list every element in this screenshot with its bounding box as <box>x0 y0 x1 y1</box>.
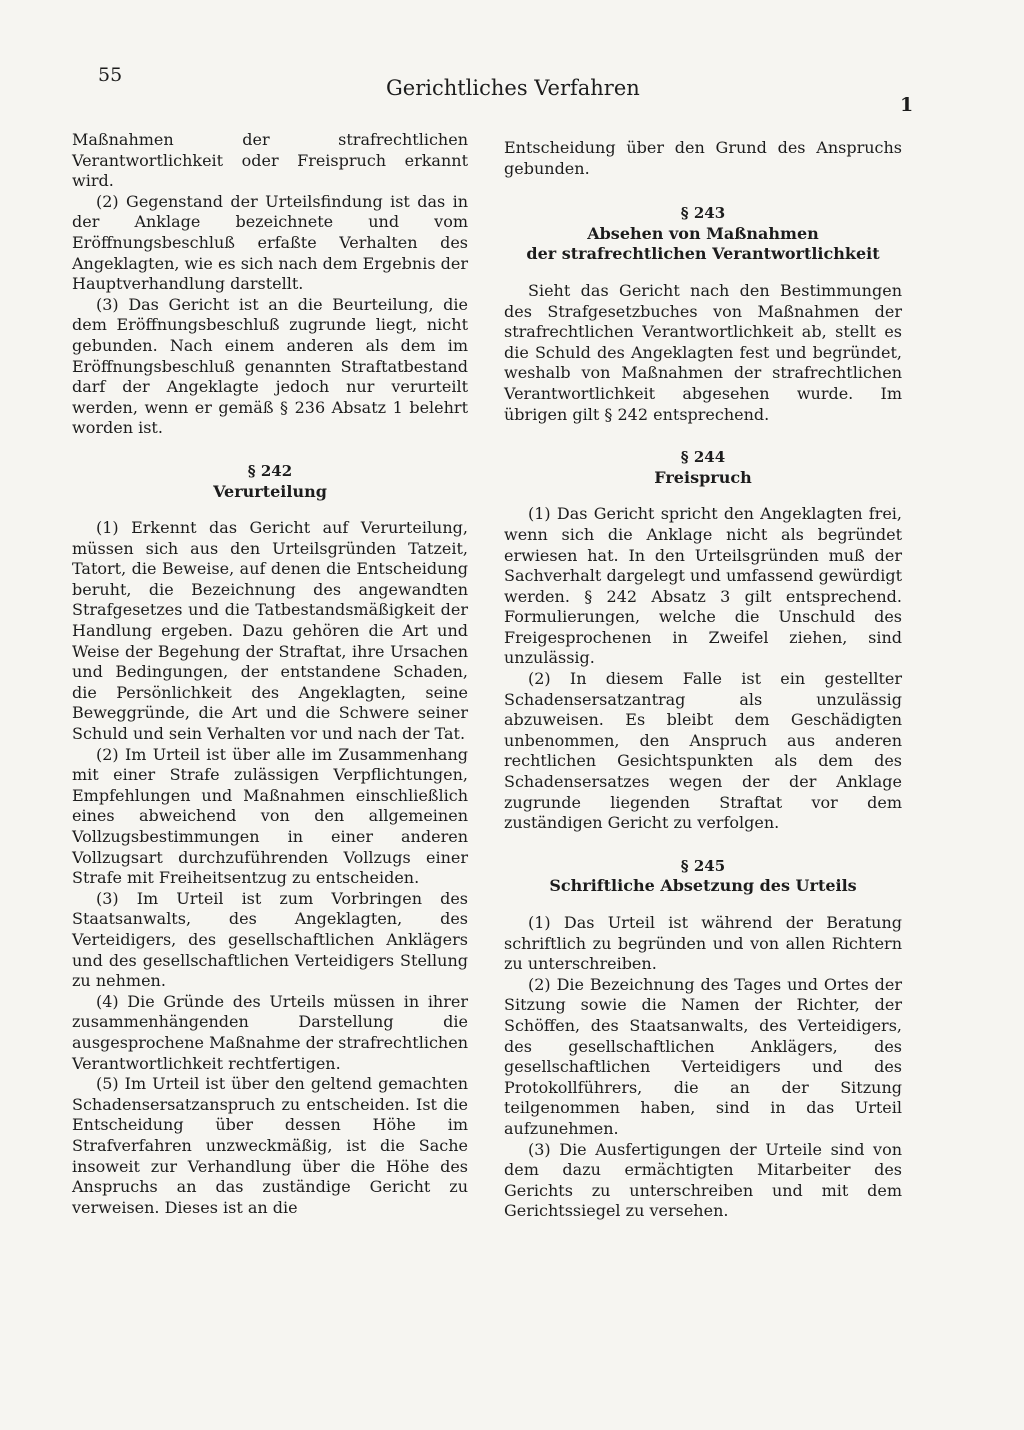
chapter-number: 1 <box>900 94 914 116</box>
section-number: § 243 <box>680 204 726 223</box>
paragraph: (4) Die Gründe des Urteils müssen in ihrer zusammenhängenden Darstellung die ausgesprochene Maßnahme der strafrechtlichen Verantwortlichkeit rechtfertigen. <box>72 991 468 1073</box>
section-title: Verurteilung <box>213 481 327 501</box>
section-title: Schriftliche Absetzung des Urteils <box>549 876 857 896</box>
section-heading-245 <box>504 856 902 897</box>
paragraph: (3) Das Gericht ist an die Beurteilung, die dem Eröffnungsbeschluß zugrunde liegt, nicht gebunden. Nach einem anderen als dem im Eröffnungsbeschluß genannten Straftatbestand darf der Angeklagte jedoch nur verurteilt werden, wenn er gemäß § 236 Absatz 1 belehrt worden ist. <box>72 294 468 438</box>
paragraph: Maßnahmen der strafrechtlichen Verantwortlichkeit oder Freispruch erkannt wird. <box>72 130 468 191</box>
paragraph: (5) Im Urteil ist über den geltend gemachten Schadensersatzanspruch zu entscheiden. Ist die Entscheidung über dessen Höhe im Strafverfahren unzweckmäßig, ist die Sache insoweit zur Verhandlung über die Höhe des Anspruchs an das zuständige Gericht zu verweisen. Dieses ist an die <box>72 1074 468 1217</box>
right-column <box>504 138 902 1222</box>
paragraph: (2) Im Urteil ist über alle im Zusammenhang mit einer Strafe zulässigen Verpflichtungen, Empfehlungen und Maßnahmen einschließlich eines abweichend von den allgemeinen Vollzugsbestimmungen in einer anderen Vollzugsart durchzuführenden Vollzugs einer Strafe mit Freiheitsentzug zu entscheiden. <box>72 744 468 888</box>
running-title: Gerichtliches Verfahren <box>386 76 640 100</box>
paragraph: (1) Erkennt das Gericht auf Verurteilung, müssen sich aus den Urteilsgründen Tatzeit, Tatort, die Beweise, auf denen die Entscheidung beruht, die Bezeichnung des angewandten Strafgesetzes und die Tatbestandsmäßigkeit der Handlung ergeben. Dazu gehören die Art und Weise der Begehung der Straftat, ihre Ursachen und Bedingungen, der entstandene Schaden, die Persönlichkeit des Angeklagten, seine Beweggründe, die Art und die Schwere seiner Schuld und sein Verhalten vor und nach der Tat. <box>72 518 468 744</box>
section-number: § 242 <box>247 461 293 480</box>
section-title: Freispruch <box>654 467 752 487</box>
paragraph: Sieht das Gericht nach den Bestimmungen des Strafgesetzbuches von Maßnahmen der strafrechtlichen Verantwortlichkeit ab, stellt es die Schuld des Angeklagten fest und begründet, weshalb von Maßnahmen der strafrechtlichen Verantwortlichkeit abgesehen wurde. Im übrigen gilt § 242 entsprechend. <box>504 280 902 424</box>
paragraph: (1) Das Gericht spricht den Angeklagten frei, wenn sich die Anklage nicht als begründet erwiesen hat. In den Urteilsgründen muß der Sachverhalt dargelegt und umfassend gewürdigt werden. § 242 Absatz 3 gilt entsprechend. Formulierungen, welche die Unschuld des Freigesprochenen in Zweifel ziehen, sind unzulässig. <box>504 504 902 668</box>
paragraph: (1) Das Urteil ist während der Beratung schriftlich zu begründen und von allen Richtern zu unterschreiben. <box>504 913 902 974</box>
paragraph: Entscheidung über den Grund des Anspruchs gebunden. <box>504 138 902 178</box>
page-number: 55 <box>98 64 123 86</box>
section-title: Absehen von Maßnahmen <box>587 223 819 243</box>
section-heading-243 <box>504 203 902 265</box>
section-heading-242 <box>72 461 468 502</box>
left-column <box>72 130 468 1218</box>
section-number: § 244 <box>680 448 726 467</box>
paragraph: (2) In diesem Falle ist ein gestellter Schadensersatzantrag als unzulässig abzuweisen. Es bleibt dem Geschädigten unbenommen, den Anspruch aus anderen rechtlichen Gesichtspunkten als dem des Schadensersatzes wegen der der Anklage zugrunde liegenden Straftat vor dem zuständigen Gericht zu verfolgen. <box>504 669 902 833</box>
paragraph: (3) Im Urteil ist zum Vorbringen des Staatsanwalts, des Angeklagten, des Verteidigers, des gesellschaftlichen Anklägers und des gesellschaftlichen Verteidigers Stellung zu nehmen. <box>72 888 468 991</box>
paragraph: (3) Die Ausfertigungen der Urteile sind von dem dazu ermächtigten Mitarbeiter des Gerichts zu unterschreiben und mit dem Gerichtssiegel zu versehen. <box>504 1139 902 1221</box>
section-title: der strafrechtlichen Verantwortlichkeit <box>526 244 880 264</box>
paragraph: (2) Die Bezeichnung des Tages und Ortes der Sitzung sowie die Namen der Richter, der Schöffen, des Staatsanwalts, des Verteidigers, des gesellschaftlichen Anklägers, des gesellschaftlichen Verteidigers und des Protokollführers, die an der Sitzung teilgenommen haben, sind in das Urteil aufzunehmen. <box>504 974 902 1138</box>
section-number: § 245 <box>680 856 726 875</box>
section-heading-244 <box>504 447 902 488</box>
paragraph: (2) Gegenstand der Urteilsfindung ist das in der Anklage bezeichnete und vom Eröffnungsbeschluß erfaßte Verhalten des Angeklagten, wie es sich nach dem Ergebnis der Hauptverhandlung darstellt. <box>72 191 468 294</box>
